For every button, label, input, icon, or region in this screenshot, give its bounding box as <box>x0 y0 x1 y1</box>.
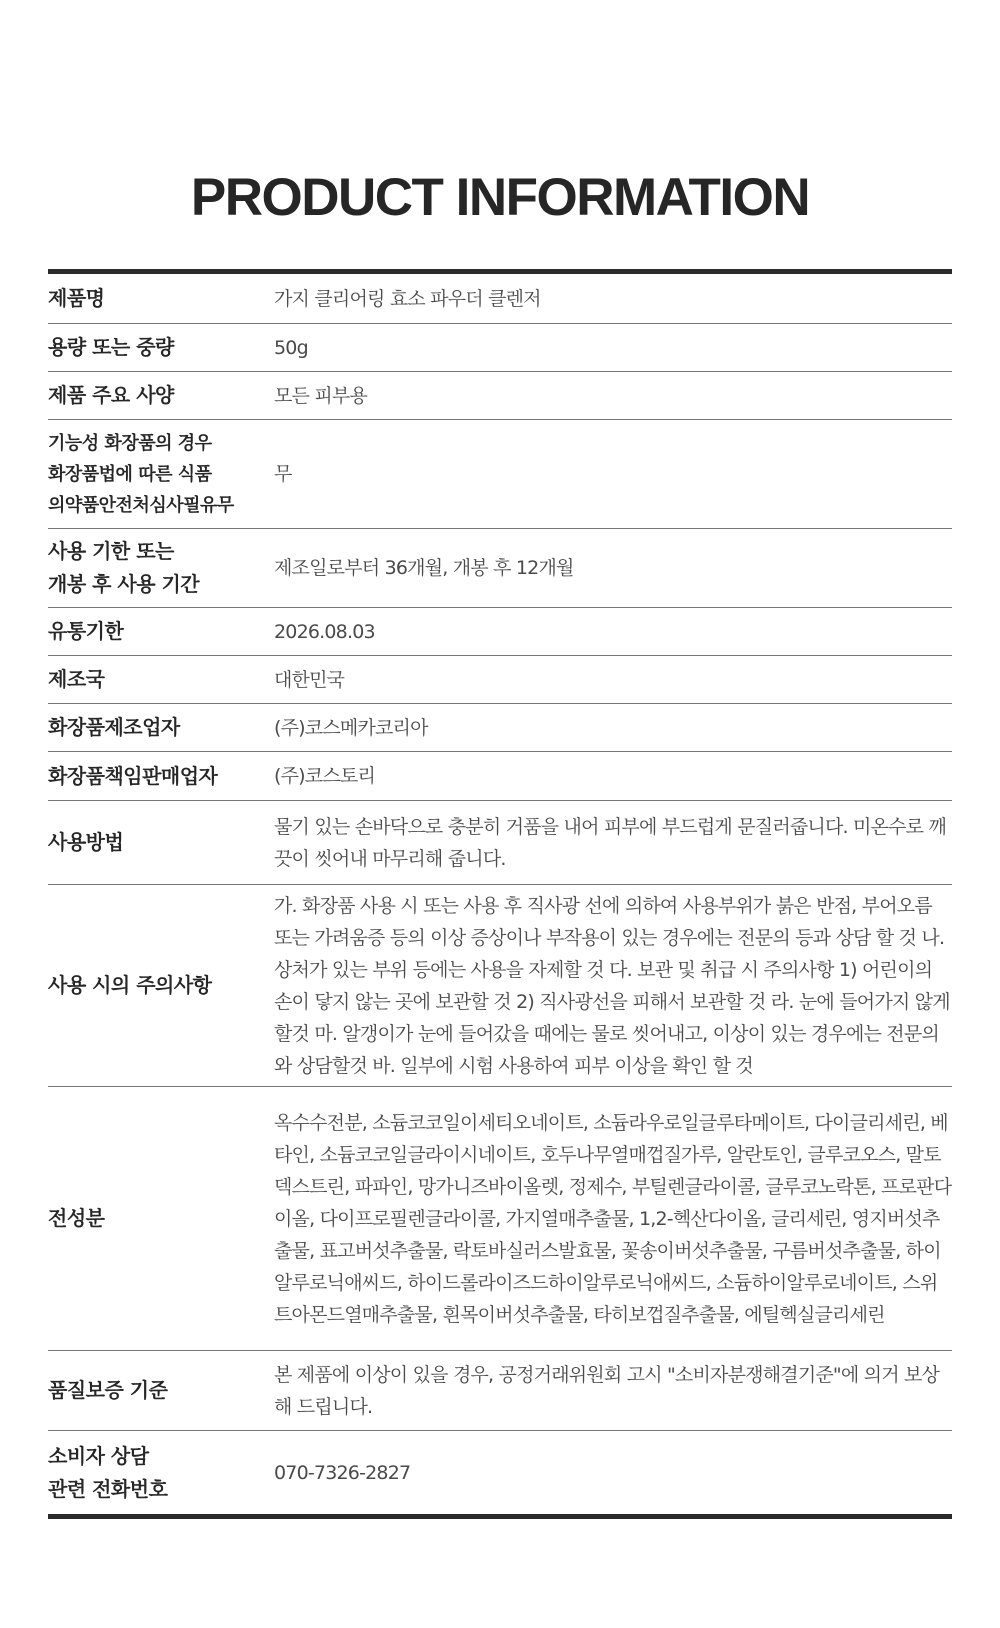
info-row-functional <box>48 419 952 528</box>
info-row-capacity <box>48 323 952 371</box>
info-row-contact <box>48 1430 952 1514</box>
row-label: 사용 시의 주의사항 <box>48 973 212 997</box>
info-row-product-name <box>48 274 952 323</box>
row-value: (주)코스토리 <box>274 765 375 787</box>
row-value: 가지 클리어링 효소 파우더 클렌저 <box>274 287 541 310</box>
info-row-manufacturer <box>48 703 952 751</box>
row-value: 가. 화장품 사용 시 또는 사용 후 직사광 선에 의하여 사용부위가 붉은 반점, 부어오름 또는 가려움증 등의 이상 증상이나 부작용이 있는 경우에는 전문의 등과 상담 할 것 나. 상처가 있는 부위 등에는 사용을 자제할 것 다. 보관 및 취급 시 주의사항 1) 어린이의 손이 닿지 않는 곳에 보관할 것 2) 직사광선을 피해서 보관할 것 라. 눈에 들어가지 않게 할것 마. 알갱이가 눈에 들어갔을 때에는 물로 씻어내고, 이상이 있는 경우에는 전문의와 상담할것 바. 일부에 시험 사용하여 피부 이상을 확인 할 것 <box>274 894 950 1077</box>
row-value: 50g <box>274 336 308 359</box>
row-label: 기능성 화장품의 경우 화장품법에 따른 식품 의약품안전처심사필유무 <box>48 432 234 516</box>
row-value: 옥수수전분, 소듐코코일이세티오네이트, 소듐라우로일글루타메이트, 다이글리세린, 베타인, 소듐코코일글라이시네이트, 호두나무열매껍질가루, 알란토인, 글루코오스, 말토덱스트린, 파파인, 망가니즈바이올렛, 정제수, 부틸렌글라이콜, 글루코노락톤, 프로판다이올, 다이프로필렌글라이콜, 가지열매추출물, 1,2-헥산다이올, 글리세린, 영지버섯추출물, 표고버섯추출물, 락토바실러스발효물, 꽃송이버섯추출물, 구름버섯추출물, 하이알루로닉애씨드, 하이드롤라이즈드하이알루로닉애씨드, 소듐하이알루로네이트, 스위트아몬드열매추출물, 흰목이버섯추출물, 타히보껍질추출물, 에틸헥실글리세린 <box>274 1111 952 1326</box>
row-label: 제품명 <box>48 286 105 310</box>
row-label: 화장품제조업자 <box>48 715 180 739</box>
row-label: 제품 주요 사양 <box>48 383 174 407</box>
info-row-caution <box>48 884 952 1086</box>
product-info-table <box>48 269 952 1519</box>
info-row-spec <box>48 371 952 419</box>
row-value: 2026.08.03 <box>274 620 375 643</box>
row-value: 대한민국 <box>274 668 345 691</box>
row-label: 용량 또는 중량 <box>48 335 174 359</box>
row-label: 제조국 <box>48 667 105 691</box>
info-row-usage <box>48 800 952 884</box>
row-label: 전성분 <box>48 1206 105 1230</box>
info-row-quality <box>48 1350 952 1430</box>
row-value: (주)코스메카코리아 <box>274 716 428 739</box>
row-label: 화장품책임판매업자 <box>48 763 218 788</box>
row-value: 물기 있는 손바닥으로 충분히 거품을 내어 피부에 부드럽게 문질러줍니다. 미온수로 깨끗이 씻어내 마무리해 줍니다. <box>274 815 947 870</box>
row-value: 무 <box>274 463 292 485</box>
info-row-ingredients <box>48 1086 952 1350</box>
row-label: 소비자 상담 관련 전화번호 <box>48 1443 168 1501</box>
page-title: PRODUCT INFORMATION <box>190 168 810 227</box>
row-value: 모든 피부용 <box>274 384 368 407</box>
row-value: 본 제품에 이상이 있을 경우, 공정거래위원회 고시 "소비자분쟁해결기준"에 의거 보상해 드립니다. <box>274 1363 940 1418</box>
row-value: 070-7326-2827 <box>274 1461 411 1484</box>
info-row-country <box>48 655 952 703</box>
info-row-seller <box>48 751 952 800</box>
info-row-expiry-date <box>48 607 952 655</box>
row-label: 품질보증 기준 <box>48 1378 168 1402</box>
row-label: 사용 기한 또는 개봉 후 사용 기간 <box>48 539 200 596</box>
info-row-expiry-period <box>48 528 952 607</box>
row-label: 유통기한 <box>48 619 124 643</box>
row-label: 사용방법 <box>48 830 124 854</box>
row-value: 제조일로부터 36개월, 개봉 후 12개월 <box>274 557 574 579</box>
